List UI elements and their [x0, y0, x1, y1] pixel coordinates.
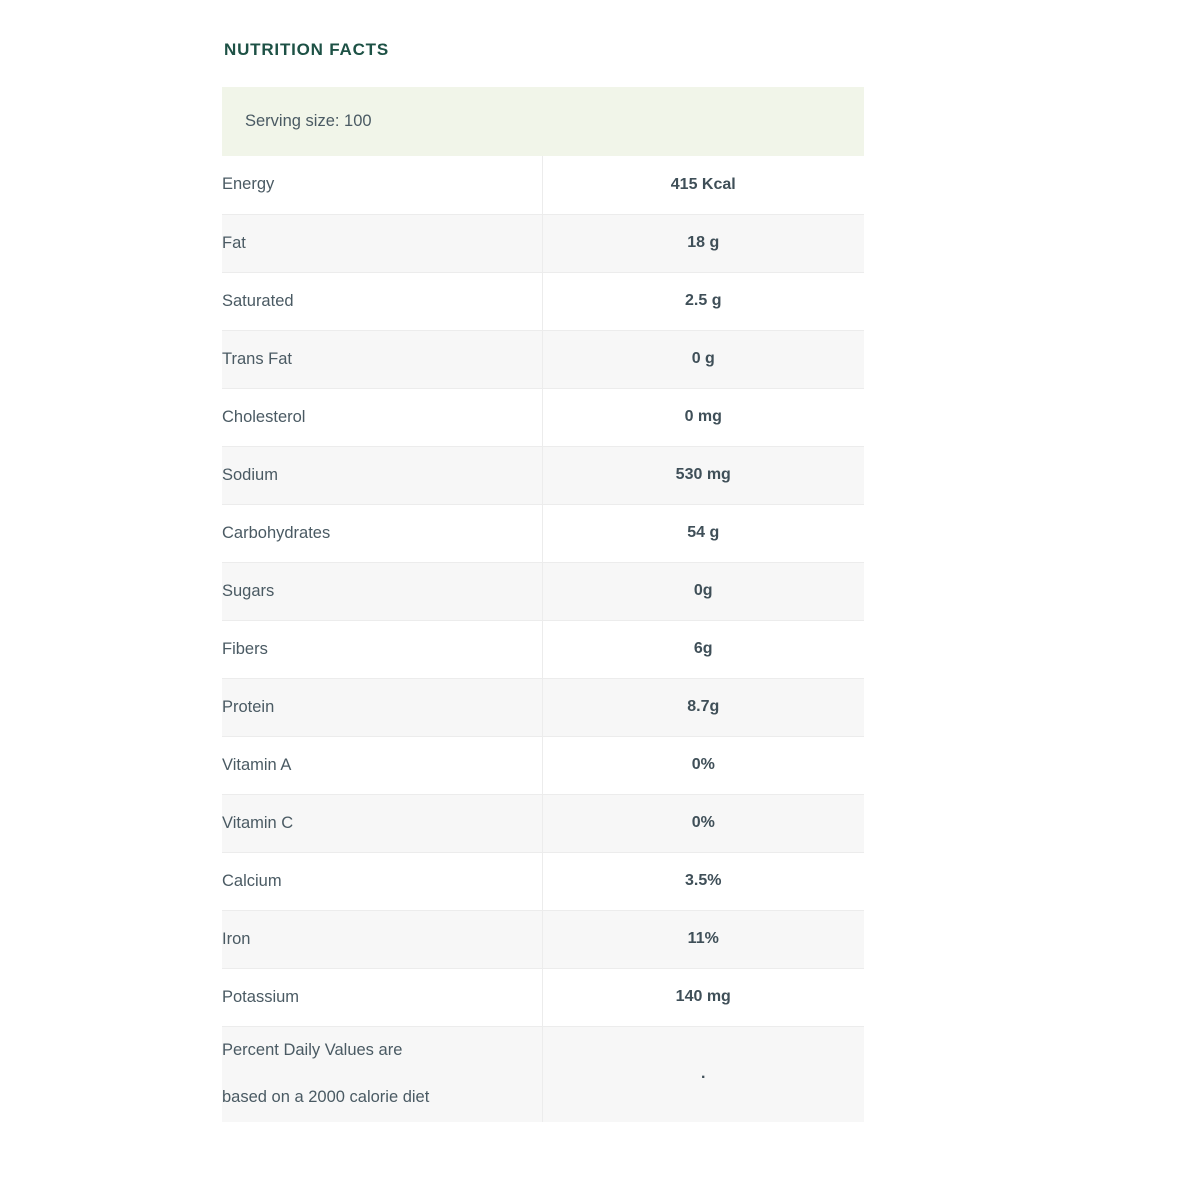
table-row [222, 794, 864, 852]
nutrient-label: Calcium [222, 852, 542, 910]
nutrient-label: Potassium [222, 968, 542, 1026]
nutrient-label: Vitamin A [222, 736, 542, 794]
table-row [222, 388, 864, 446]
nutrient-label: Saturated [222, 272, 542, 330]
nutrient-value: 415 Kcal [542, 156, 864, 214]
nutrient-value: 11% [542, 910, 864, 968]
table-row [222, 214, 864, 272]
daily-values-footnote [222, 1026, 542, 1122]
table-row [222, 330, 864, 388]
nutrient-label: Fibers [222, 620, 542, 678]
nutrient-value: 18 g [542, 214, 864, 272]
nutrient-value: 54 g [542, 504, 864, 562]
nutrient-value: 0% [542, 794, 864, 852]
page-title: NUTRITION FACTS [224, 40, 389, 59]
footnote-line-1: Percent Daily Values are [222, 1040, 403, 1059]
nutrition-table [222, 156, 864, 1122]
nutrient-label: Carbohydrates [222, 504, 542, 562]
nutrient-value: 6g [542, 620, 864, 678]
nutrient-label: Cholesterol [222, 388, 542, 446]
table-row [222, 968, 864, 1026]
nutrition-facts-block [222, 40, 864, 1122]
serving-size-row [222, 87, 864, 156]
nutrient-value: 0 mg [542, 388, 864, 446]
table-row [222, 446, 864, 504]
footnote-line-2: based on a 2000 calorie diet [222, 1088, 430, 1107]
daily-values-footnote-row [222, 1026, 864, 1122]
nutrient-label: Iron [222, 910, 542, 968]
table-row [222, 910, 864, 968]
nutrient-label: Sugars [222, 562, 542, 620]
table-row [222, 736, 864, 794]
table-row [222, 272, 864, 330]
nutrient-value: 530 mg [542, 446, 864, 504]
nutrient-value: 8.7g [542, 678, 864, 736]
nutrient-value: 0 g [542, 330, 864, 388]
nutrient-value: 140 mg [542, 968, 864, 1026]
nutrient-value: 2.5 g [542, 272, 864, 330]
table-row [222, 678, 864, 736]
nutrient-label: Vitamin C [222, 794, 542, 852]
nutrient-label: Trans Fat [222, 330, 542, 388]
nutrient-value: 0g [542, 562, 864, 620]
nutrient-label: Fat [222, 214, 542, 272]
table-row [222, 156, 864, 214]
nutrient-label: Protein [222, 678, 542, 736]
nutrition-facts-card [222, 87, 864, 1122]
nutrient-value: 0% [542, 736, 864, 794]
serving-size-label: Serving size: 100 [245, 112, 372, 130]
nutrition-table-body [222, 156, 864, 1122]
table-row [222, 852, 864, 910]
table-row [222, 620, 864, 678]
footnote-value: . [701, 1065, 706, 1083]
nutrient-label: Energy [222, 156, 542, 214]
table-row [222, 562, 864, 620]
table-row [222, 504, 864, 562]
nutrient-label: Sodium [222, 446, 542, 504]
nutrient-value: 3.5% [542, 852, 864, 910]
